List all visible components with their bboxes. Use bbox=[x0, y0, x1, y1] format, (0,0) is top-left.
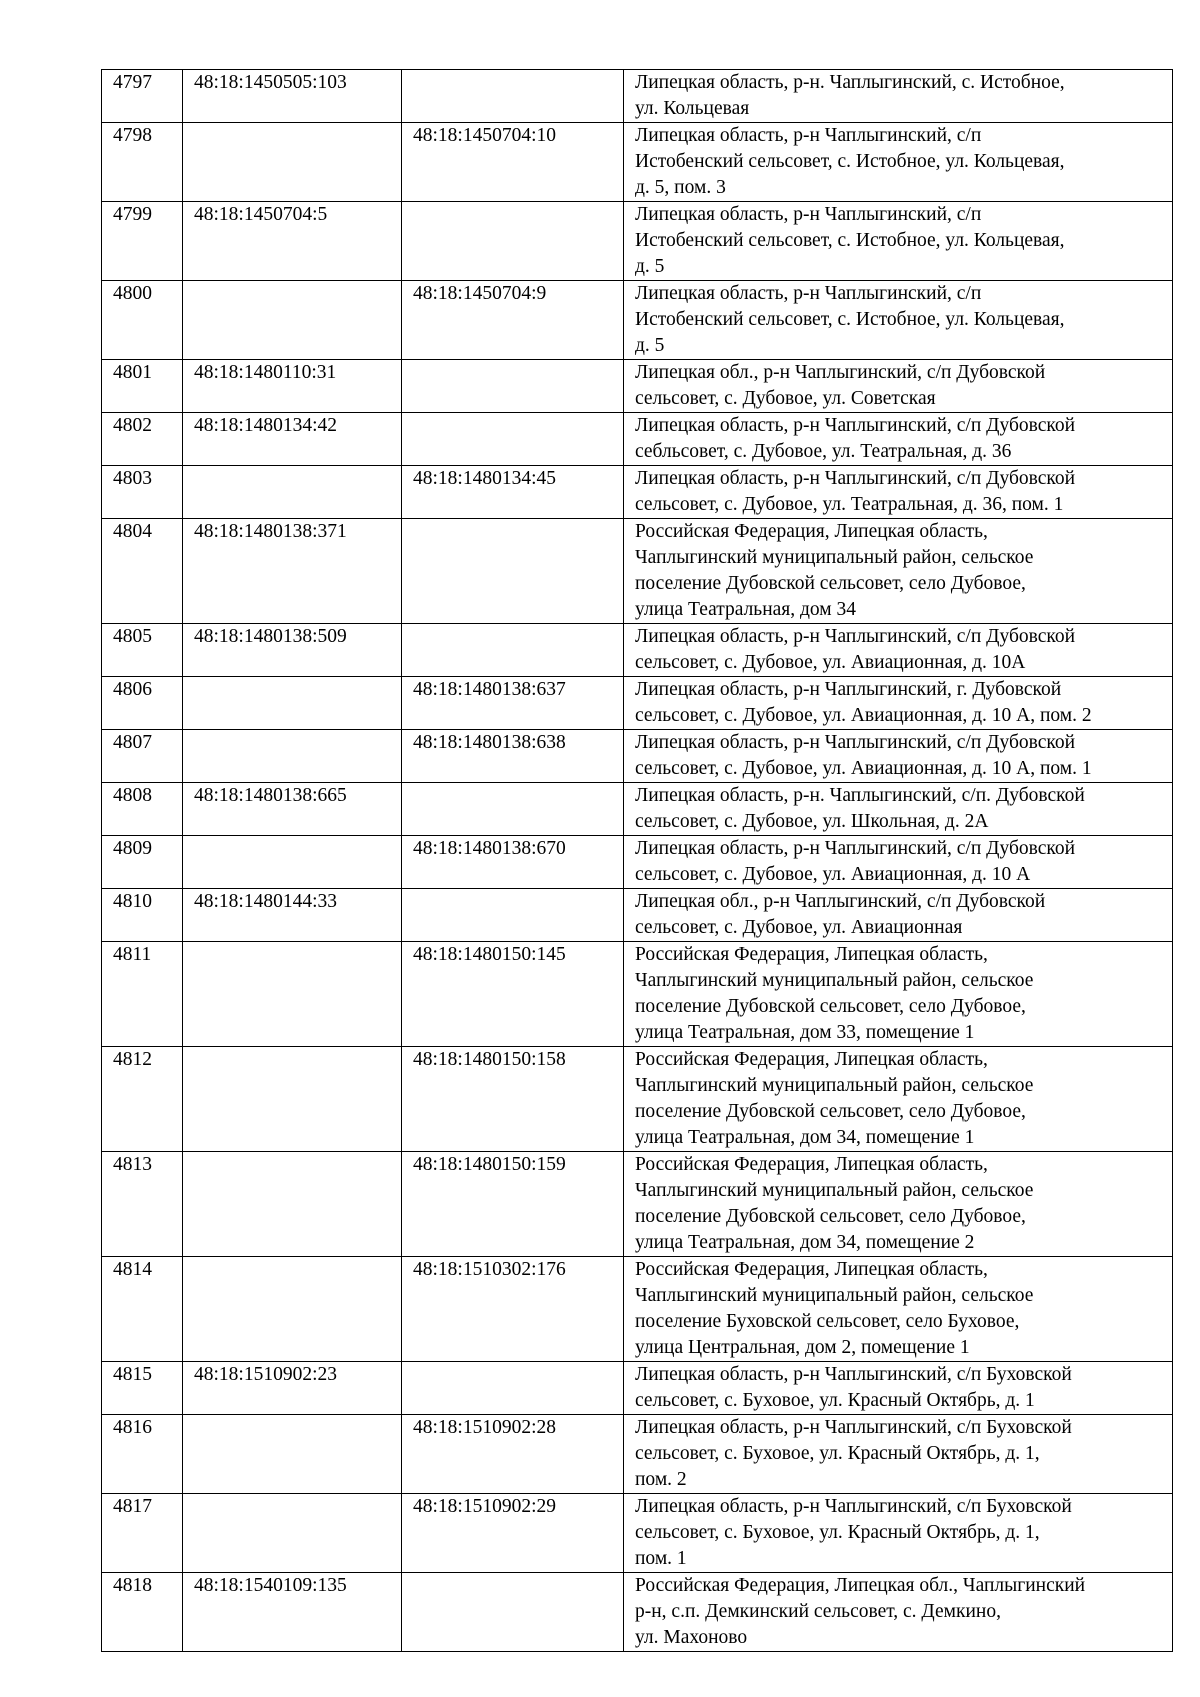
table-row bbox=[102, 360, 1173, 413]
address-line: сельсовет, с. Дубовое, ул. Авиационная, д. 10А bbox=[635, 652, 1026, 673]
land-cadastral-number-cell bbox=[183, 1047, 402, 1152]
table-row bbox=[102, 1257, 1173, 1362]
address-line: сельсовет, с. Буховое, ул. Красный Октябрь, д. 1, bbox=[635, 1522, 1040, 1543]
address-line: сельсовет, с. Дубовое, ул. Театральная, д. 36, пом. 1 bbox=[635, 494, 1064, 515]
row-number-cell: 4801 bbox=[102, 360, 183, 413]
address-cell bbox=[624, 1152, 1173, 1257]
premises-cadastral-number-cell bbox=[402, 519, 624, 624]
table-row bbox=[102, 942, 1173, 1047]
row-number-cell: 4808 bbox=[102, 783, 183, 836]
row-number-cell: 4811 bbox=[102, 942, 183, 1047]
land-cadastral-number-cell: 48:18:1480134:42 bbox=[183, 413, 402, 466]
table-row bbox=[102, 281, 1173, 360]
address-line: улица Театральная, дом 33, помещение 1 bbox=[635, 1022, 975, 1043]
row-number-cell: 4807 bbox=[102, 730, 183, 783]
address-line: Российская Федерация, Липецкая обл., Чаплыгинский bbox=[635, 1575, 1086, 1596]
row-number-cell: 4798 bbox=[102, 123, 183, 202]
premises-cadastral-number-cell: 48:18:1450704:10 bbox=[402, 123, 624, 202]
land-cadastral-number-cell: 48:18:1480144:33 bbox=[183, 889, 402, 942]
land-cadastral-number-cell bbox=[183, 942, 402, 1047]
land-cadastral-number-cell: 48:18:1480138:665 bbox=[183, 783, 402, 836]
registry-table-body bbox=[102, 70, 1173, 1652]
premises-cadastral-number-cell: 48:18:1480138:638 bbox=[402, 730, 624, 783]
address-line: Липецкая область, р-н Чаплыгинский, с/п Буховской bbox=[635, 1496, 1072, 1517]
land-cadastral-number-cell: 48:18:1510902:23 bbox=[183, 1362, 402, 1415]
address-line: Истобенский сельсовет, с. Истобное, ул. Кольцевая, bbox=[635, 151, 1065, 172]
row-number-cell: 4800 bbox=[102, 281, 183, 360]
row-number-cell: 4809 bbox=[102, 836, 183, 889]
row-number-cell: 4799 bbox=[102, 202, 183, 281]
address-line: Липецкая область, р-н Чаплыгинский, с/п bbox=[635, 204, 982, 225]
premises-cadastral-number-cell: 48:18:1480134:45 bbox=[402, 466, 624, 519]
land-cadastral-number-cell: 48:18:1480138:371 bbox=[183, 519, 402, 624]
address-cell bbox=[624, 836, 1173, 889]
row-number-cell: 4816 bbox=[102, 1415, 183, 1494]
address-cell bbox=[624, 413, 1173, 466]
address-cell bbox=[624, 942, 1173, 1047]
premises-cadastral-number-cell: 48:18:1510302:176 bbox=[402, 1257, 624, 1362]
row-number-cell: 4815 bbox=[102, 1362, 183, 1415]
table-row bbox=[102, 889, 1173, 942]
row-number-cell: 4810 bbox=[102, 889, 183, 942]
address-cell bbox=[624, 466, 1173, 519]
address-cell bbox=[624, 360, 1173, 413]
premises-cadastral-number-cell bbox=[402, 413, 624, 466]
address-line: д. 5, пом. 3 bbox=[635, 177, 726, 198]
address-line: Липецкая область, р-н Чаплыгинский, с/п Дубовской bbox=[635, 732, 1076, 753]
premises-cadastral-number-cell bbox=[402, 70, 624, 123]
address-line: сельсовет, с. Дубовое, ул. Авиационная, д. 10 А, пом. 1 bbox=[635, 758, 1092, 779]
land-cadastral-number-cell bbox=[183, 1415, 402, 1494]
address-line: поселение Дубовской сельсовет, село Дубовое, bbox=[635, 573, 1026, 594]
address-cell bbox=[624, 1573, 1173, 1652]
address-cell bbox=[624, 1494, 1173, 1573]
row-number-cell: 4803 bbox=[102, 466, 183, 519]
premises-cadastral-number-cell: 48:18:1450704:9 bbox=[402, 281, 624, 360]
table-row bbox=[102, 123, 1173, 202]
address-cell bbox=[624, 1362, 1173, 1415]
premises-cadastral-number-cell bbox=[402, 783, 624, 836]
address-line: поселение Буховской сельсовет, село Буховое, bbox=[635, 1311, 1020, 1332]
premises-cadastral-number-cell: 48:18:1480138:670 bbox=[402, 836, 624, 889]
land-cadastral-number-cell: 48:18:1450505:103 bbox=[183, 70, 402, 123]
address-line: сельсовет, с. Дубовое, ул. Советская bbox=[635, 388, 936, 409]
address-line: ул. Кольцевая bbox=[635, 98, 750, 119]
row-number-cell: 4814 bbox=[102, 1257, 183, 1362]
address-cell bbox=[624, 1415, 1173, 1494]
land-cadastral-number-cell bbox=[183, 123, 402, 202]
table-row bbox=[102, 1415, 1173, 1494]
address-line: Российская Федерация, Липецкая область, bbox=[635, 1154, 988, 1175]
address-line: Российская Федерация, Липецкая область, bbox=[635, 944, 988, 965]
land-cadastral-number-cell bbox=[183, 1152, 402, 1257]
address-line: улица Театральная, дом 34, помещение 1 bbox=[635, 1127, 975, 1148]
address-line: Чаплыгинский муниципальный район, сельское bbox=[635, 970, 1034, 991]
address-line: Чаплыгинский муниципальный район, сельское bbox=[635, 1075, 1034, 1096]
premises-cadastral-number-cell: 48:18:1480150:145 bbox=[402, 942, 624, 1047]
address-line: Липецкая обл., р-н Чаплыгинский, с/п Дубовской bbox=[635, 891, 1046, 912]
address-line: д. 5 bbox=[635, 256, 665, 277]
address-cell bbox=[624, 281, 1173, 360]
address-cell bbox=[624, 889, 1173, 942]
land-cadastral-number-cell bbox=[183, 677, 402, 730]
land-cadastral-number-cell bbox=[183, 1257, 402, 1362]
address-cell bbox=[624, 519, 1173, 624]
row-number-cell: 4818 bbox=[102, 1573, 183, 1652]
premises-cadastral-number-cell bbox=[402, 360, 624, 413]
address-cell bbox=[624, 1047, 1173, 1152]
address-line: Липецкая область, р-н. Чаплыгинский, с. Истобное, bbox=[635, 72, 1065, 93]
table-row bbox=[102, 730, 1173, 783]
address-line: Липецкая область, р-н Чаплыгинский, с/п Дубовской bbox=[635, 468, 1076, 489]
land-cadastral-number-cell: 48:18:1480110:31 bbox=[183, 360, 402, 413]
premises-cadastral-number-cell: 48:18:1480138:637 bbox=[402, 677, 624, 730]
table-row bbox=[102, 836, 1173, 889]
address-line: Истобенский сельсовет, с. Истобное, ул. Кольцевая, bbox=[635, 309, 1065, 330]
address-line: Липецкая область, р-н Чаплыгинский, г. Дубовской bbox=[635, 679, 1062, 700]
land-cadastral-number-cell bbox=[183, 466, 402, 519]
row-number-cell: 4805 bbox=[102, 624, 183, 677]
address-line: Липецкая область, р-н Чаплыгинский, с/п bbox=[635, 125, 982, 146]
address-line: поселение Дубовской сельсовет, село Дубовое, bbox=[635, 1101, 1026, 1122]
address-line: сельсовет, с. Дубовое, ул. Авиационная bbox=[635, 917, 963, 938]
address-line: поселение Дубовской сельсовет, село Дубовое, bbox=[635, 1206, 1026, 1227]
address-line: сельсовет, с. Дубовое, ул. Авиационная, д. 10 А bbox=[635, 864, 1031, 885]
table-row bbox=[102, 202, 1173, 281]
address-line: Липецкая обл., р-н Чаплыгинский, с/п Дубовской bbox=[635, 362, 1046, 383]
address-line: улица Театральная, дом 34, помещение 2 bbox=[635, 1232, 975, 1253]
row-number-cell: 4806 bbox=[102, 677, 183, 730]
premises-cadastral-number-cell bbox=[402, 1362, 624, 1415]
land-cadastral-number-cell: 48:18:1450704:5 bbox=[183, 202, 402, 281]
address-cell bbox=[624, 123, 1173, 202]
registry-table bbox=[101, 69, 1173, 1652]
table-row bbox=[102, 1152, 1173, 1257]
address-cell bbox=[624, 202, 1173, 281]
address-cell bbox=[624, 624, 1173, 677]
table-row bbox=[102, 413, 1173, 466]
address-line: Липецкая область, р-н. Чаплыгинский, с/п. Дубовской bbox=[635, 785, 1085, 806]
address-line: сельсовет, с. Буховое, ул. Красный Октябрь, д. 1 bbox=[635, 1390, 1035, 1411]
premises-cadastral-number-cell: 48:18:1510902:29 bbox=[402, 1494, 624, 1573]
premises-cadastral-number-cell: 48:18:1480150:158 bbox=[402, 1047, 624, 1152]
address-cell bbox=[624, 70, 1173, 123]
address-line: Чаплыгинский муниципальный район, сельское bbox=[635, 1285, 1034, 1306]
table-row bbox=[102, 466, 1173, 519]
address-line: Истобенский сельсовет, с. Истобное, ул. Кольцевая, bbox=[635, 230, 1065, 251]
table-row bbox=[102, 1573, 1173, 1652]
address-line: сельсовет, с. Дубовое, ул. Авиационная, д. 10 А, пом. 2 bbox=[635, 705, 1092, 726]
land-cadastral-number-cell: 48:18:1480138:509 bbox=[183, 624, 402, 677]
address-line: Российская Федерация, Липецкая область, bbox=[635, 1259, 988, 1280]
address-line: ул. Махоново bbox=[635, 1627, 748, 1648]
address-line: поселение Дубовской сельсовет, село Дубовое, bbox=[635, 996, 1026, 1017]
address-cell bbox=[624, 1257, 1173, 1362]
row-number-cell: 4813 bbox=[102, 1152, 183, 1257]
row-number-cell: 4804 bbox=[102, 519, 183, 624]
address-line: р-н, с.п. Демкинский сельсовет, с. Демкино, bbox=[635, 1601, 1001, 1622]
table-row bbox=[102, 1494, 1173, 1573]
table-row bbox=[102, 70, 1173, 123]
row-number-cell: 4817 bbox=[102, 1494, 183, 1573]
address-line: пом. 1 bbox=[635, 1548, 687, 1569]
address-line: Липецкая область, р-н Чаплыгинский, с/п Буховской bbox=[635, 1364, 1072, 1385]
premises-cadastral-number-cell bbox=[402, 889, 624, 942]
land-cadastral-number-cell bbox=[183, 281, 402, 360]
address-line: улица Театральная, дом 34 bbox=[635, 599, 857, 620]
address-line: улица Центральная, дом 2, помещение 1 bbox=[635, 1337, 970, 1358]
address-line: Липецкая область, р-н Чаплыгинский, с/п Дубовской bbox=[635, 626, 1076, 647]
premises-cadastral-number-cell bbox=[402, 202, 624, 281]
row-number-cell: 4802 bbox=[102, 413, 183, 466]
land-cadastral-number-cell: 48:18:1540109:135 bbox=[183, 1573, 402, 1652]
address-line: Российская Федерация, Липецкая область, bbox=[635, 521, 988, 542]
address-line: Липецкая область, р-н Чаплыгинский, с/п Дубовской bbox=[635, 838, 1076, 859]
address-cell bbox=[624, 783, 1173, 836]
row-number-cell: 4812 bbox=[102, 1047, 183, 1152]
address-line: сельсовет, с. Буховое, ул. Красный Октябрь, д. 1, bbox=[635, 1443, 1040, 1464]
premises-cadastral-number-cell bbox=[402, 1573, 624, 1652]
table-row bbox=[102, 783, 1173, 836]
land-cadastral-number-cell bbox=[183, 1494, 402, 1573]
address-line: Липецкая область, р-н Чаплыгинский, с/п bbox=[635, 283, 982, 304]
address-cell bbox=[624, 677, 1173, 730]
land-cadastral-number-cell bbox=[183, 730, 402, 783]
address-line: д. 5 bbox=[635, 335, 665, 356]
address-line: Российская Федерация, Липецкая область, bbox=[635, 1049, 988, 1070]
address-line: Липецкая область, р-н Чаплыгинский, с/п Дубовской bbox=[635, 415, 1076, 436]
address-line: Чаплыгинский муниципальный район, сельское bbox=[635, 1180, 1034, 1201]
table-row bbox=[102, 1362, 1173, 1415]
address-line: пом. 2 bbox=[635, 1469, 687, 1490]
table-row bbox=[102, 1047, 1173, 1152]
row-number-cell: 4797 bbox=[102, 70, 183, 123]
premises-cadastral-number-cell bbox=[402, 624, 624, 677]
premises-cadastral-number-cell: 48:18:1480150:159 bbox=[402, 1152, 624, 1257]
table-row bbox=[102, 624, 1173, 677]
address-line: себльсовет, с. Дубовое, ул. Театральная, д. 36 bbox=[635, 441, 1012, 462]
land-cadastral-number-cell bbox=[183, 836, 402, 889]
table-row bbox=[102, 519, 1173, 624]
table-row bbox=[102, 677, 1173, 730]
address-line: Чаплыгинский муниципальный район, сельское bbox=[635, 547, 1034, 568]
address-line: Липецкая область, р-н Чаплыгинский, с/п Буховской bbox=[635, 1417, 1072, 1438]
address-line: сельсовет, с. Дубовое, ул. Школьная, д. 2А bbox=[635, 811, 989, 832]
address-cell bbox=[624, 730, 1173, 783]
premises-cadastral-number-cell: 48:18:1510902:28 bbox=[402, 1415, 624, 1494]
